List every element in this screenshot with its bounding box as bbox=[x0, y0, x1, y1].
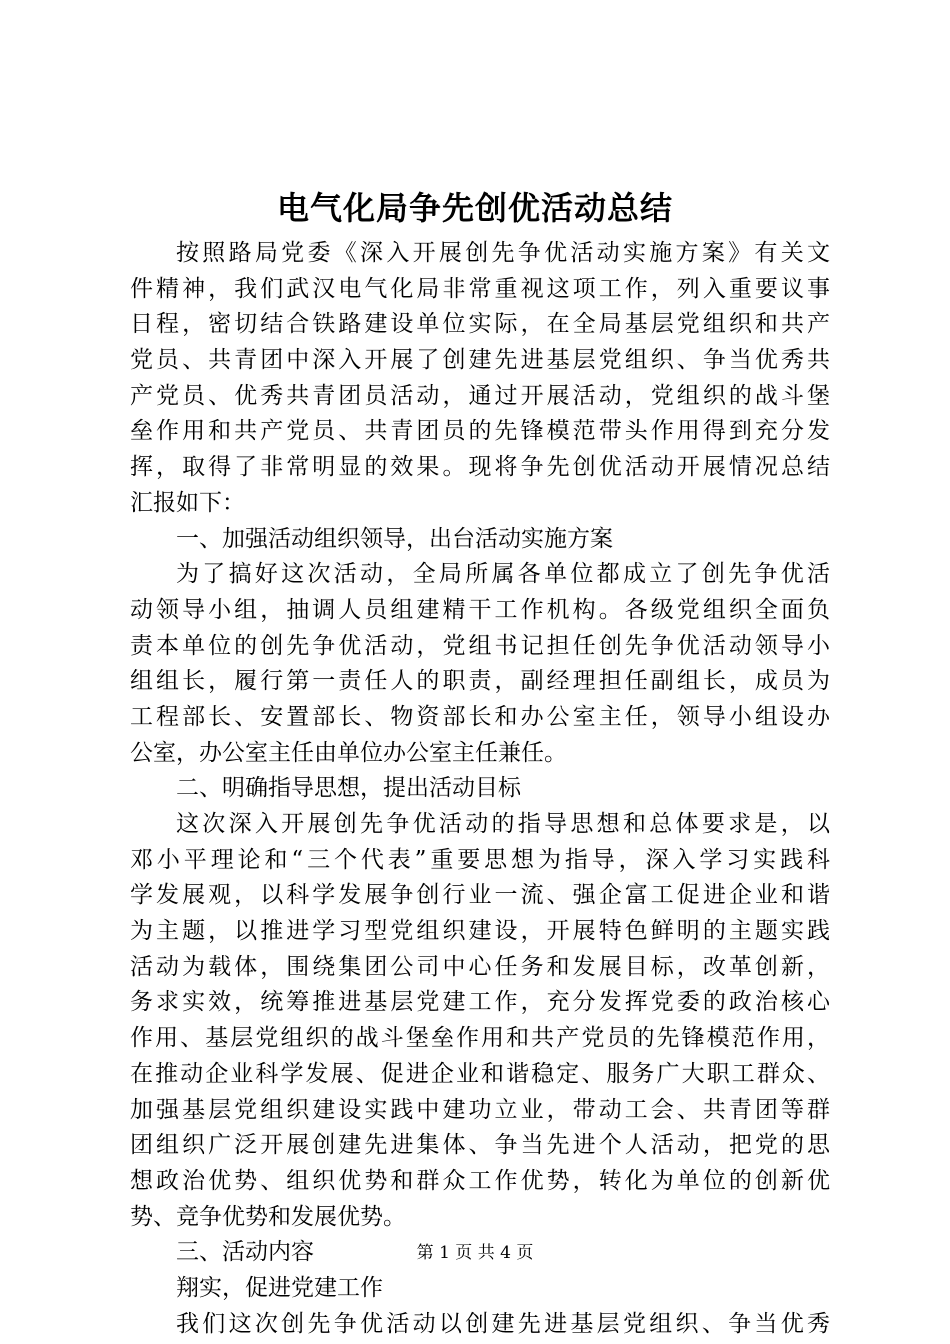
text-line: 为了搞好这次活动，全局所属各单位都成立了创先争优活 bbox=[176, 561, 830, 588]
page-number-footer: 第 1 页 共 4 页 bbox=[416, 1243, 534, 1263]
section-heading: 二、明确指导思想，提出活动目标 bbox=[176, 775, 521, 802]
text-line: 汇报如下： bbox=[130, 489, 245, 516]
text-line: 想政治优势、组织优势和群众工作优势，转化为单位的创新优 bbox=[130, 1167, 830, 1194]
text-line: 件精神，我们武汉电气化局非常重视这项工作，列入重要议事 bbox=[130, 275, 830, 302]
text-line: 势、竞争优势和发展优势。 bbox=[130, 1203, 406, 1230]
text-line: 为主题，以推进学习型党组织建设，开展特色鲜明的主题实践 bbox=[130, 918, 830, 945]
text-line: 动领导小组，抽调人员组建精干工作机构。各级党组织全面负 bbox=[130, 596, 830, 623]
text-line: 团组织广泛开展创建先进集体、争当先进个人活动，把党的思 bbox=[130, 1132, 830, 1159]
text-line: 党员、共青团中深入开展了创建先进基层党组织、争当优秀共 bbox=[130, 347, 830, 374]
text-line: 组组长，履行第一责任人的职责，副经理担任副组长，成员为 bbox=[130, 668, 830, 695]
text-line: 工程部长、安置部长、物资部长和办公室主任，领导小组设办 bbox=[130, 703, 830, 730]
section-heading: 一、加强活动组织领导，出台活动实施方案 bbox=[176, 525, 613, 552]
text-line: 产党员、优秀共青团员活动，通过开展活动，党组织的战斗堡 bbox=[130, 382, 830, 409]
text-line: 我们这次创先争优活动以创建先进基层党组织、争当优秀 bbox=[176, 1310, 830, 1337]
text-line: 在推动企业科学发展、促进企业和谐稳定、服务广大职工群众、 bbox=[130, 1060, 830, 1087]
text-line: 务求实效，统筹推进基层党建工作，充分发挥党委的政治核心 bbox=[130, 989, 830, 1016]
text-line: 邓小平理论和“三个代表”重要思想为指导，深入学习实践科 bbox=[130, 846, 830, 873]
text-line: 作用、基层党组织的战斗堡垒作用和共产党员的先锋模范作用， bbox=[130, 1025, 830, 1052]
text-line: 责本单位的创先争优活动，党组书记担任创先争优活动领导小 bbox=[130, 632, 830, 659]
text-line: 活动为载体，围绕集团公司中心任务和发展目标，改革创新， bbox=[130, 953, 830, 980]
text-line: 学发展观，以科学发展争创行业一流、强企富工促进企业和谐 bbox=[130, 882, 830, 909]
document-body bbox=[130, 236, 830, 1342]
document-title: 电气化局争先创优活动总结 bbox=[276, 189, 673, 227]
section-heading: 三、活动内容 bbox=[176, 1239, 314, 1266]
text-line: 挥，取得了非常明显的效果。现将争先创优活动开展情况总结 bbox=[130, 454, 830, 481]
text-line: 垒作用和共产党员、共青团员的先锋模范带头作用得到充分发 bbox=[130, 418, 830, 445]
text-line: 加强基层党组织建设实践中建功立业，带动工会、共青团等群 bbox=[130, 1096, 830, 1123]
text-line: 这次深入开展创先争优活动的指导思想和总体要求是，以 bbox=[176, 811, 830, 837]
text-line: 翔实，促进党建工作 bbox=[176, 1274, 383, 1301]
text-line: 按照路局党委《深入开展创先争优活动实施方案》有关文 bbox=[176, 240, 830, 266]
text-line: 公室，办公室主任由单位办公室主任兼任。 bbox=[130, 739, 567, 766]
text-line: 日程，密切结合铁路建设单位实际，在全局基层党组织和共产 bbox=[130, 311, 830, 338]
